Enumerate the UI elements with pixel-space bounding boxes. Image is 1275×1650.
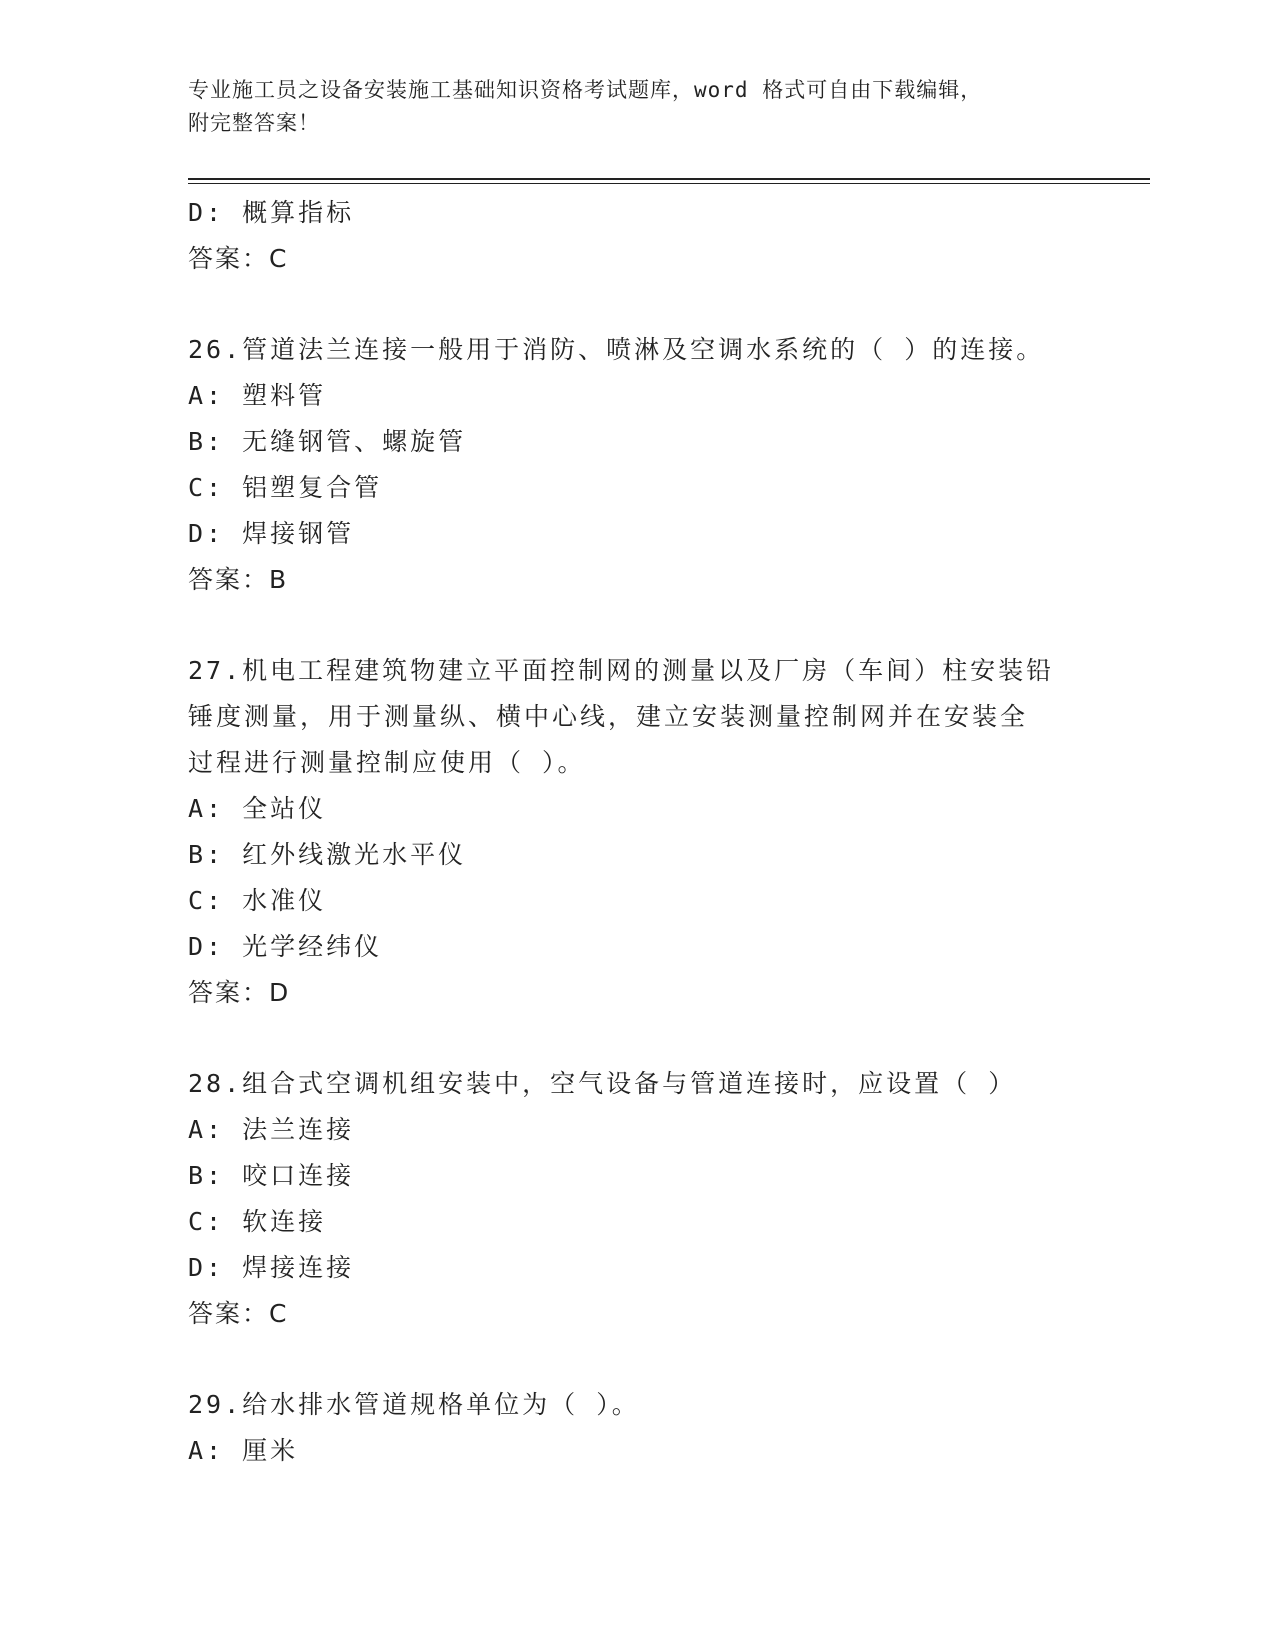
option-d: D: 光学经纬仪 [188, 932, 383, 961]
question-stem: 29.给水排水管道规格单位为（ ）。 [188, 1390, 640, 1419]
answer-line: 答案：C [188, 244, 289, 273]
question-stem-line-1: 27.机电工程建筑物建立平面控制网的测量以及厂房（车间）柱安装铅 [188, 656, 1055, 685]
option-d: D: 概算指标 [188, 198, 355, 227]
option-a: A: 塑料管 [188, 381, 327, 410]
question-28 [188, 1061, 1088, 1337]
question-26 [188, 327, 1088, 603]
answer-line: 答案：C [188, 1299, 289, 1328]
option-a: A: 法兰连接 [188, 1115, 355, 1144]
option-d: D: 焊接连接 [188, 1253, 355, 1282]
question-stem-line-3: 过程进行测量控制应使用（ ）。 [188, 748, 586, 777]
question-stem-line-2: 锤度测量，用于测量纵、横中心线，建立安装测量控制网并在安装全 [188, 702, 1029, 731]
header-title-line-2: 附完整答案！ [188, 111, 320, 135]
question-stem: 26.管道法兰连接一般用于消防、喷淋及空调水系统的（ ）的连接。 [188, 335, 1045, 364]
document-header [188, 74, 1088, 140]
option-d: D: 焊接钢管 [188, 519, 355, 548]
option-c: C: 水准仪 [188, 886, 327, 915]
question-25-tail [188, 190, 1088, 282]
option-c: C: 软连接 [188, 1207, 327, 1236]
option-a: A: 全站仪 [188, 794, 327, 823]
header-divider-thick [188, 178, 1150, 180]
question-29 [188, 1382, 1088, 1474]
header-title-line-1: 专业施工员之设备安装施工基础知识资格考试题库，word 格式可自由下载编辑， [188, 78, 983, 102]
answer-line: 答案：B [188, 565, 289, 594]
option-b: B: 无缝钢管、螺旋管 [188, 427, 467, 456]
spacer [188, 282, 1088, 327]
option-a: A: 厘米 [188, 1436, 299, 1465]
spacer [188, 1016, 1088, 1061]
spacer [188, 603, 1088, 648]
spacer [188, 1337, 1088, 1382]
question-list [188, 190, 1088, 1474]
option-b: B: 红外线激光水平仪 [188, 840, 467, 869]
answer-line: 答案：D [188, 978, 291, 1007]
header-divider-thin [188, 183, 1150, 184]
option-c: C: 铝塑复合管 [188, 473, 383, 502]
question-stem: 28.组合式空调机组安装中，空气设备与管道连接时，应设置（ ） [188, 1069, 1017, 1098]
option-b: B: 咬口连接 [188, 1161, 355, 1190]
question-27 [188, 648, 1088, 1016]
